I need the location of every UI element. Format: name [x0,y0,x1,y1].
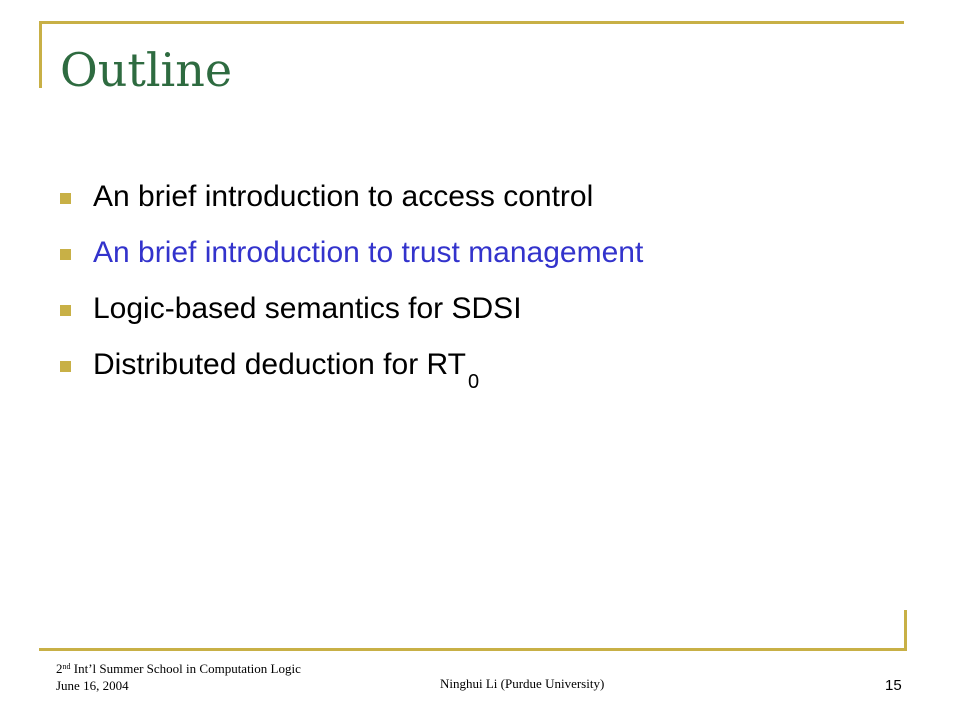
page-number: 15 [885,677,902,694]
outline-item-text: Logic-based semantics for SDSI [93,292,522,325]
top-gold-rule [39,21,904,24]
footer-date: June 16, 2004 [56,678,129,693]
outline-item-text-wrapper [93,340,479,393]
school-ordinal-number: 2 [56,661,63,676]
square-bullet-icon [60,249,71,260]
school-name: Int’l Summer School in Computation Logic [70,661,301,676]
square-bullet-icon [60,193,71,204]
outline-item-text: An brief introduction to access control [93,180,594,213]
school-ordinal-suffix: nd [62,662,71,671]
footer-school [56,660,301,677]
square-bullet-icon [60,361,71,372]
outline-item-text: An brief introduction to trust management [93,236,644,269]
bottom-gold-rule [39,648,904,651]
outline-item-text: Distributed deduction for RT [93,348,466,381]
slide-title: Outline [60,43,233,97]
subscript: 0 [467,371,480,393]
left-gold-rule [39,21,42,88]
right-gold-rule [904,610,907,651]
square-bullet-icon [60,305,71,316]
footer-author: Ninghui Li (Purdue University) [440,676,605,691]
footer-event [56,660,301,694]
